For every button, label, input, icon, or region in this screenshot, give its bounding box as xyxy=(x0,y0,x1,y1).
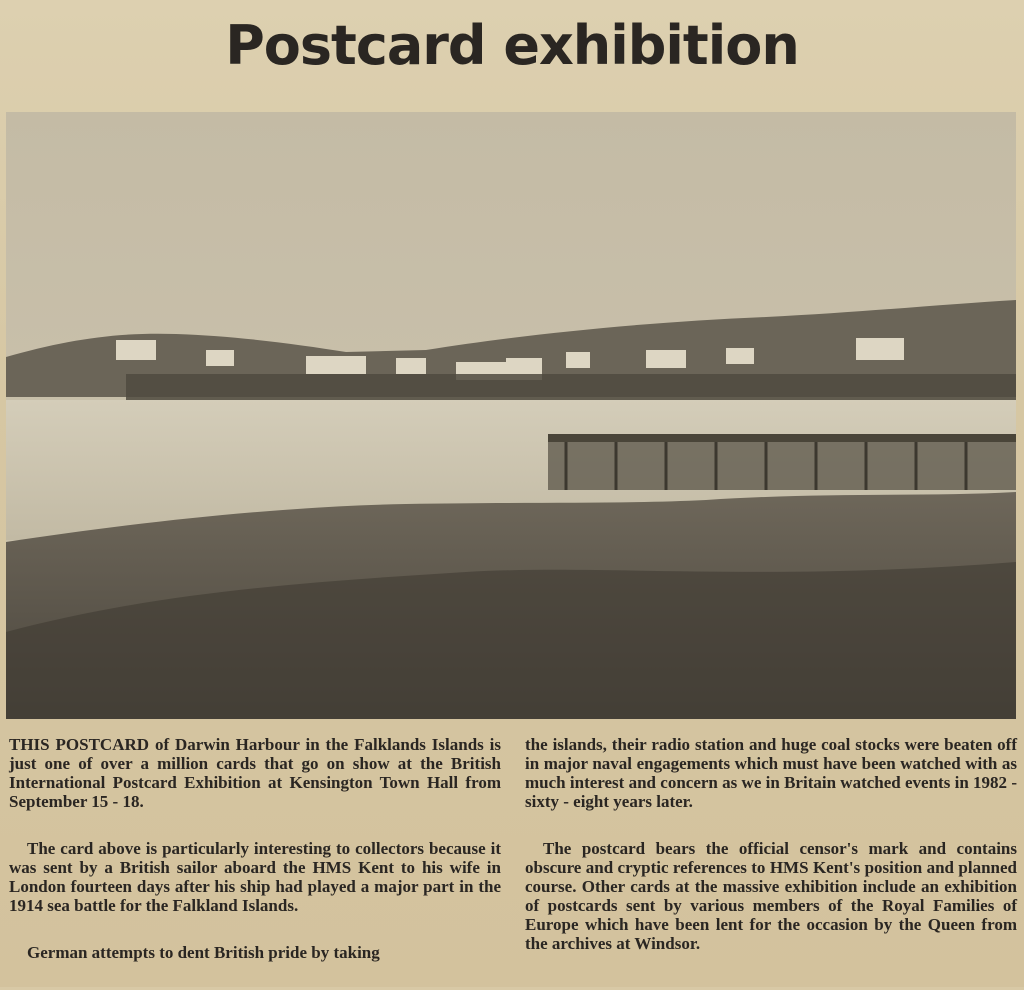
paragraph-collectors: The card above is particularly interesting to collectors because it was sent by a British sailor aboard the HMS Kent to his wife in London fourteen days after his ship had played a major part in the 1914 sea battle for the Falkland Islands. xyxy=(9,839,501,915)
paragraph-intro-text: of Darwin Harbour in the Falklands Islands is just one of over a million cards that go on show at the British International Postcard Exhibition at Kensington Town Hall from September 15 - 18. xyxy=(9,735,502,811)
paragraph-censor: The postcard bears the official censor's mark and contains obscure and cryptic references to HMS Kent's position and planned course. Other cards at the massive exhibition include an exhibition of postcards sent by various members of the Royal Families of Europe which have been lent for the occasion by the Queen from the archives at Windsor. xyxy=(525,839,1017,953)
headline: Postcard exhibition xyxy=(225,14,799,77)
paragraph-german-attempts: German attempts to dent British pride by taking xyxy=(27,943,380,962)
article-column-left xyxy=(9,735,501,990)
article-column-right xyxy=(525,735,1017,981)
shoreline xyxy=(126,374,1016,400)
paragraph-islands: the islands, their radio station and huge coal stocks were beaten off in major naval engagements which must have been watched with as much interest and concern as we in Britain watched events in 1982 - sixty - eight years later. xyxy=(525,735,1017,811)
paragraph-lead: THIS POSTCARD xyxy=(9,735,150,754)
harbour-photo xyxy=(6,112,1016,719)
harbour-photo-illustration xyxy=(6,112,1016,719)
pier xyxy=(548,434,1016,490)
paragraph-intro xyxy=(9,735,501,811)
